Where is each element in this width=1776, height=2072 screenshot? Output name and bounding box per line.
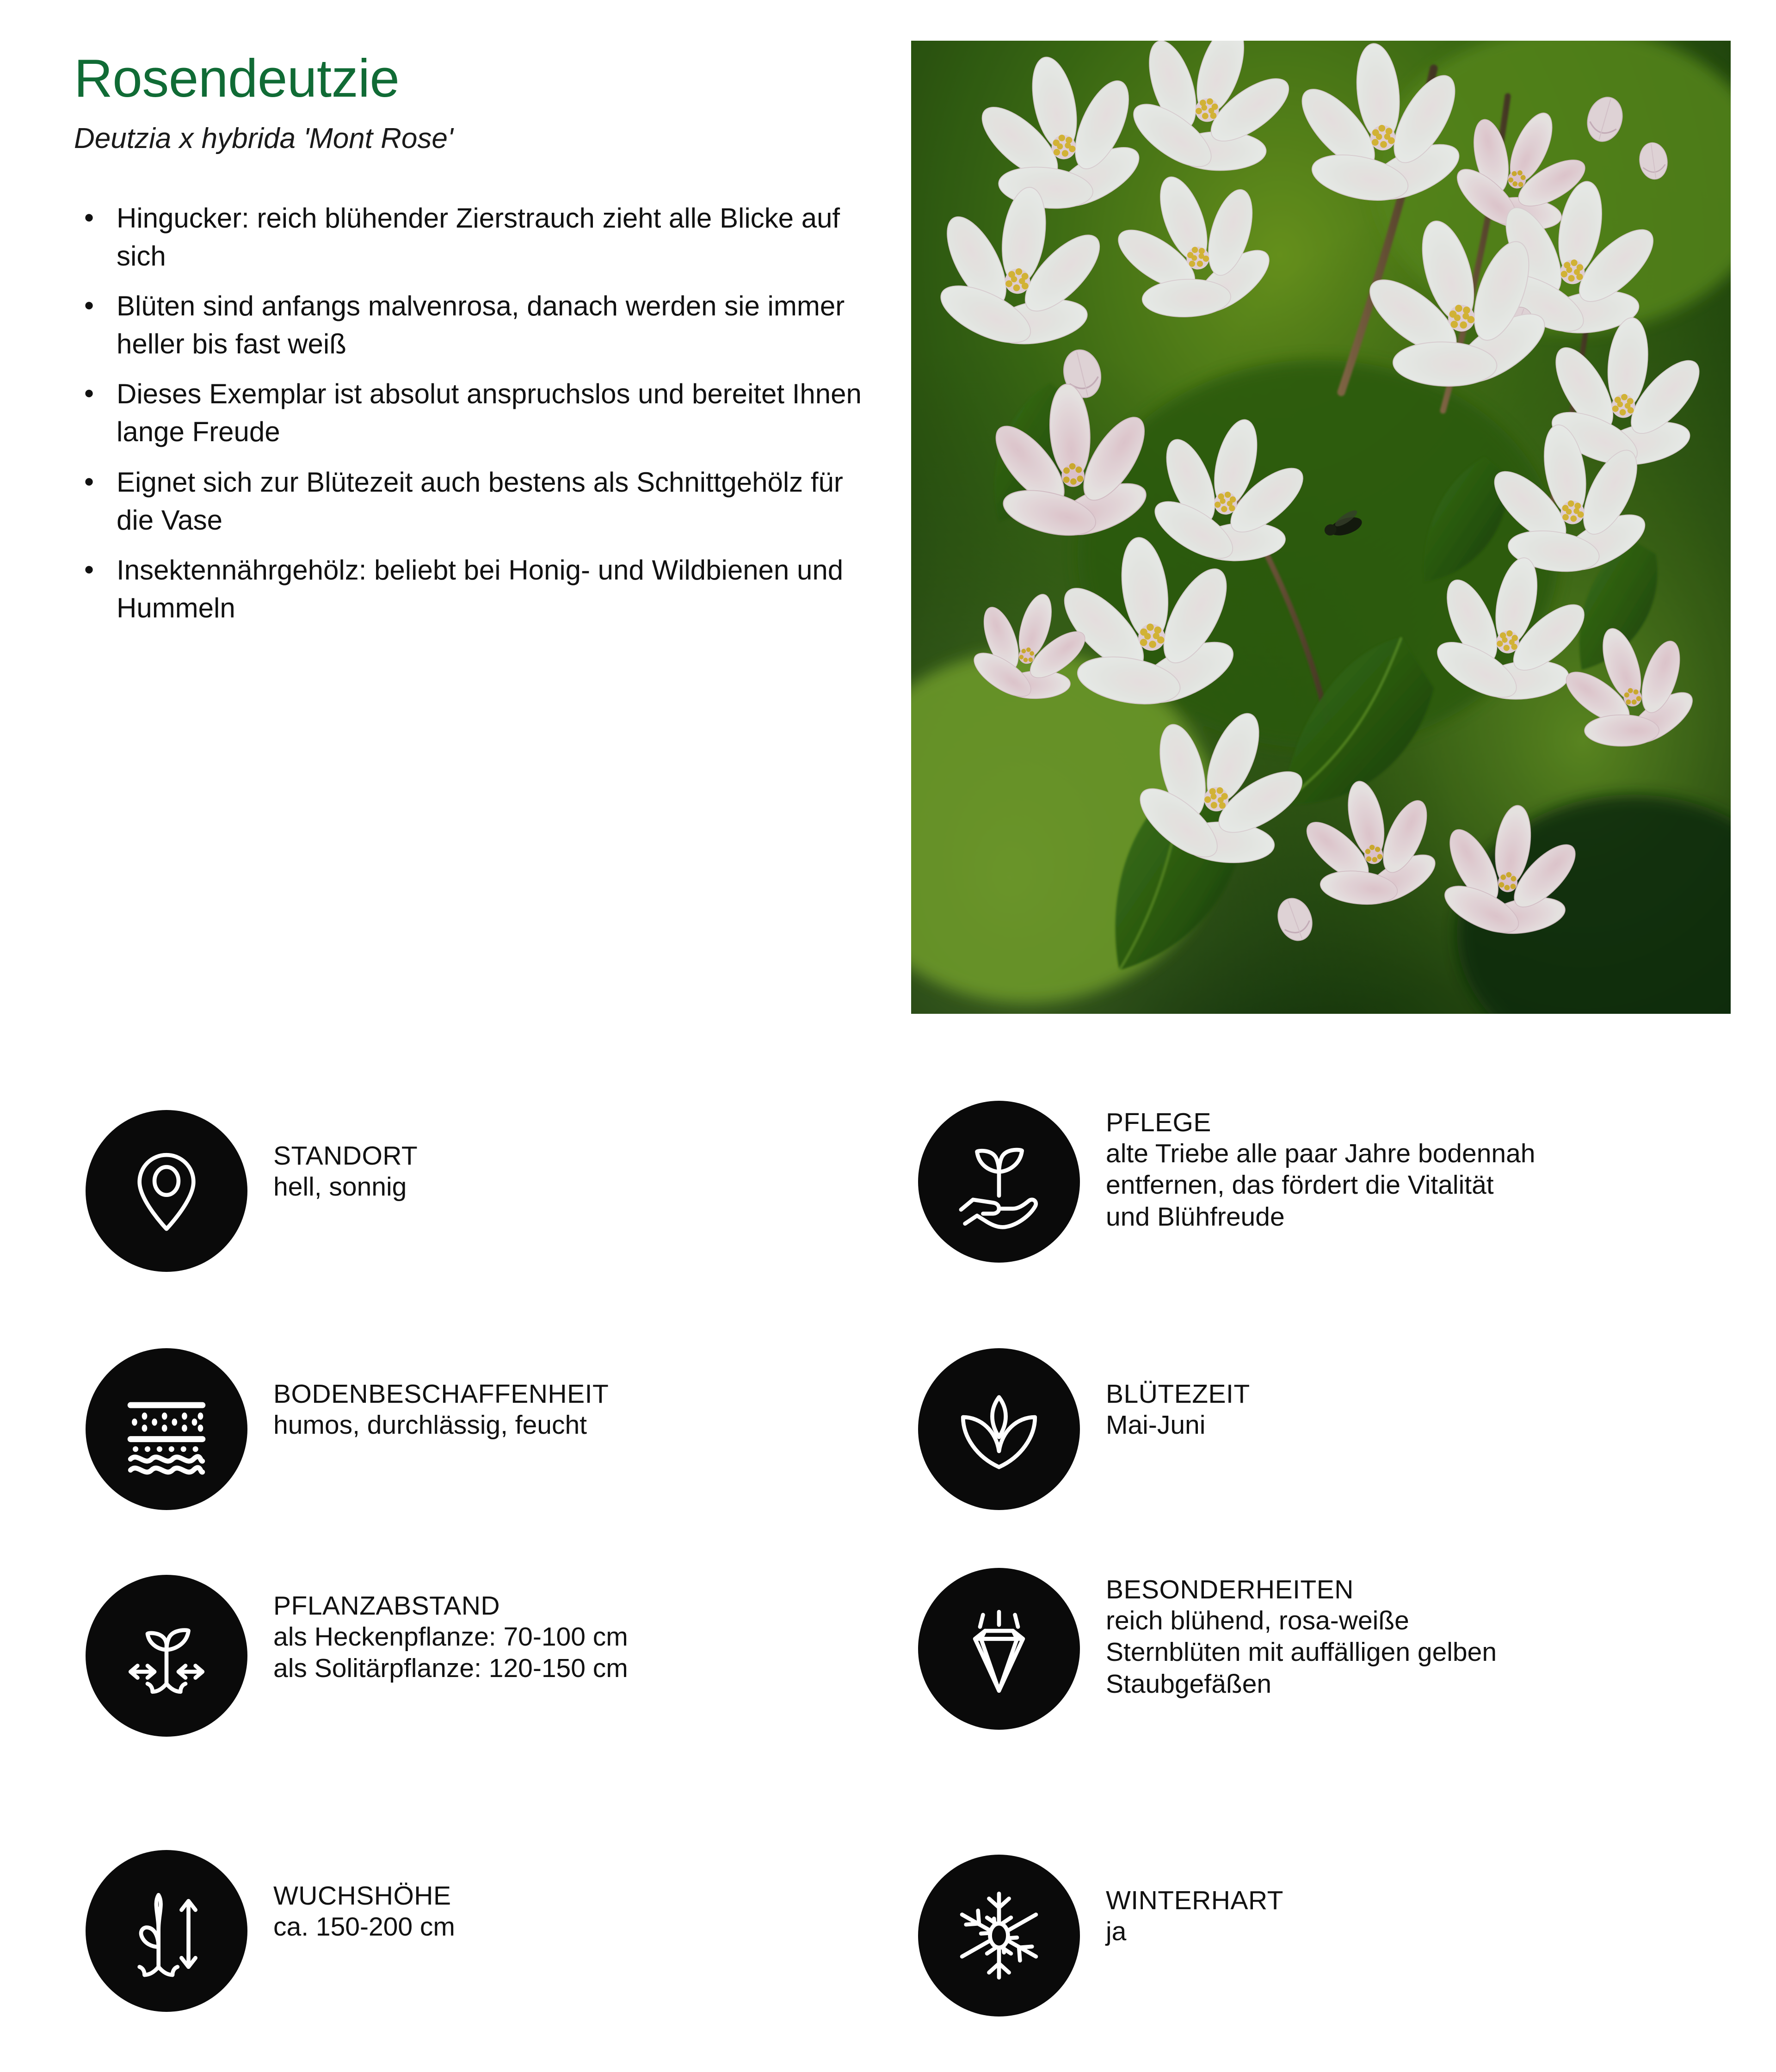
attribute-copy xyxy=(247,1850,881,1942)
attribute-item xyxy=(86,1348,881,1510)
attribute-item xyxy=(918,1568,1732,1730)
attribute-value xyxy=(1106,1409,1732,1441)
attribute-copy xyxy=(1080,1348,1732,1441)
plant-height-icon xyxy=(86,1850,247,2012)
attribute-value-line: ca. 150-200 cm xyxy=(273,1912,455,1942)
attribute-value-line: Staubgefäßen xyxy=(1106,1669,1272,1699)
attribute-grid xyxy=(0,1101,1776,2072)
attribute-copy xyxy=(247,1575,881,1684)
attribute-copy xyxy=(247,1348,881,1441)
feature-text: Eignet sich zur Blütezeit auch bestens als Schnittgehölz für die Vase xyxy=(117,466,843,536)
attribute-value xyxy=(1106,1138,1732,1233)
attribute-heading: BESONDERHEITEN xyxy=(1106,1575,1354,1604)
feature-item xyxy=(74,463,879,539)
attribute-value-line: entfernen, das fördert die Vitalität xyxy=(1106,1170,1494,1200)
attribute-heading: BODENBESCHAFFENHEIT xyxy=(273,1379,609,1409)
bullet-marker-icon: • xyxy=(84,202,94,233)
feature-item xyxy=(74,551,879,627)
attribute-heading: STANDORT xyxy=(273,1141,418,1171)
attribute-value xyxy=(273,1409,881,1441)
attribute-heading: WINTERHART xyxy=(1106,1886,1283,1915)
attribute-item xyxy=(86,1110,881,1272)
attribute-item xyxy=(86,1575,881,1737)
attribute-value-line: ja xyxy=(1106,1916,1127,1946)
bullet-marker-icon: • xyxy=(84,378,94,409)
attribute-copy xyxy=(247,1110,881,1202)
snowflake-icon xyxy=(918,1855,1080,2016)
attribute-item xyxy=(86,1850,881,2012)
feature-item xyxy=(74,375,879,451)
attribute-heading: PFLANZABSTAND xyxy=(273,1591,500,1621)
attribute-value-line: humos, durchlässig, feucht xyxy=(273,1410,587,1440)
diamond-icon xyxy=(918,1568,1080,1730)
attribute-copy xyxy=(1080,1568,1732,1700)
location-pin-icon xyxy=(86,1110,247,1272)
attribute-value-line: hell, sonnig xyxy=(273,1172,407,1202)
attribute-value xyxy=(1106,1916,1732,1947)
attribute-value-line: als Solitärpflanze: 120-150 cm xyxy=(273,1653,628,1684)
feature-text: Hingucker: reich blühender Zierstrauch zieht alle Blicke auf sich xyxy=(117,202,840,271)
attribute-value-line: und Blühfreude xyxy=(1106,1202,1285,1232)
attribute-heading: PFLEGE xyxy=(1106,1108,1211,1137)
feature-text: Insektennährgehölz: beliebt bei Honig- und Wildbienen und Hummeln xyxy=(117,555,844,624)
feature-item xyxy=(74,199,879,275)
attribute-value xyxy=(273,1621,881,1684)
bullet-marker-icon: • xyxy=(84,290,94,321)
feature-item xyxy=(74,287,879,363)
attribute-copy xyxy=(1080,1855,1732,1947)
attribute-value-line: als Heckenpflanze: 70-100 cm xyxy=(273,1622,628,1652)
attribute-item xyxy=(918,1101,1732,1263)
plant-spacing-icon xyxy=(86,1575,247,1737)
attribute-item xyxy=(918,1855,1732,2016)
attribute-value xyxy=(273,1171,881,1202)
attribute-heading: WUCHSHÖHE xyxy=(273,1881,451,1911)
attribute-value-line: reich blühend, rosa-weiße xyxy=(1106,1605,1409,1635)
botanical-name: Deutzia x hybrida 'Mont Rose' xyxy=(74,123,453,155)
attribute-copy xyxy=(1080,1101,1732,1233)
attribute-item xyxy=(918,1348,1732,1510)
feature-text: Blüten sind anfangs malvenrosa, danach werden sie immer heller bis fast weiß xyxy=(117,290,845,360)
attribute-value-line: alte Triebe alle paar Jahre bodennah xyxy=(1106,1138,1536,1168)
attribute-heading: BLÜTEZEIT xyxy=(1106,1379,1250,1409)
feature-list xyxy=(74,199,879,628)
attribute-value-line: Sternblüten mit auffälligen gelben xyxy=(1106,1637,1497,1667)
plant-text-column xyxy=(74,48,879,639)
attribute-value xyxy=(273,1911,881,1942)
soil-layers-icon xyxy=(86,1348,247,1510)
plant-in-hand-icon xyxy=(918,1101,1080,1263)
attribute-value-line: Mai-Juni xyxy=(1106,1410,1206,1440)
bullet-marker-icon: • xyxy=(84,466,94,497)
feature-text: Dieses Exemplar ist absolut anspruchslos und bereitet Ihnen lange Freude xyxy=(117,378,862,448)
blossom-icon xyxy=(918,1348,1080,1510)
bullet-marker-icon: • xyxy=(84,554,94,585)
flower-photo-illustration xyxy=(911,41,1731,1014)
attribute-value xyxy=(1106,1605,1732,1700)
plant-photo xyxy=(911,41,1731,1014)
page-title: Rosendeutzie xyxy=(74,48,400,108)
